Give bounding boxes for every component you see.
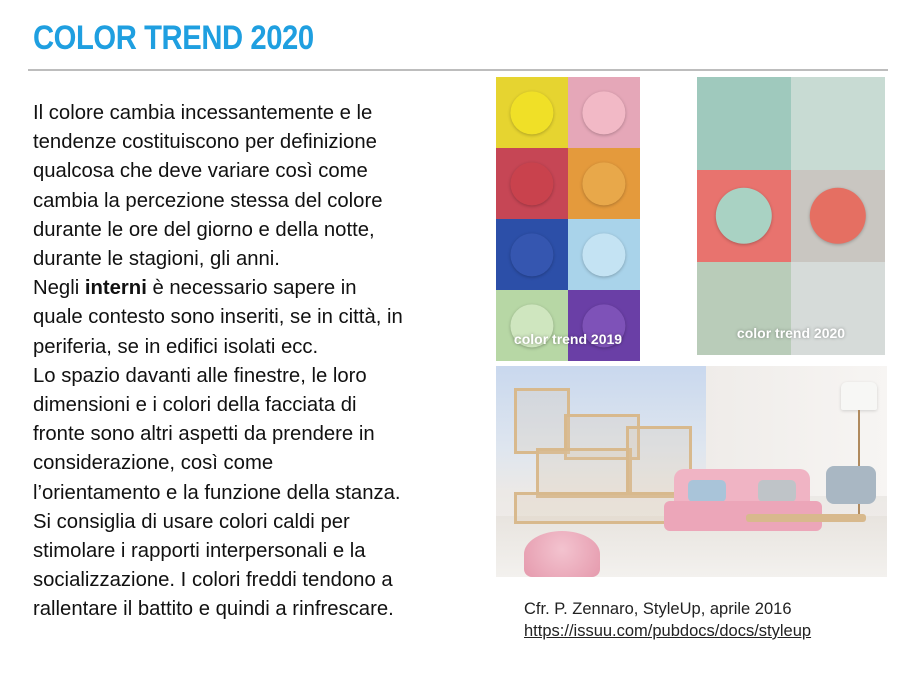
- text-line: dimensioni e i colori della facciata di: [33, 394, 357, 417]
- cushion: [688, 480, 726, 502]
- text-line: qualcosa che deve variare così come: [33, 160, 368, 183]
- color-swatch-circle: [510, 162, 553, 205]
- knitted-pouf: [524, 531, 600, 577]
- text-line: socializzazione. I colori freddi tendono a: [33, 569, 393, 592]
- text-line: cambia la percezione stessa del colore: [33, 189, 383, 212]
- collage-tile: [496, 219, 568, 290]
- shelf: [514, 388, 570, 454]
- collage-tile: [568, 290, 640, 361]
- color-swatch-circle: [582, 162, 625, 205]
- text-line: l’orientamento e la funzione della stanza.: [33, 481, 401, 504]
- coffee-table: [746, 514, 866, 522]
- collage-tile: [697, 170, 791, 263]
- color-swatch-circle: [582, 233, 625, 276]
- collage-tile: [568, 77, 640, 148]
- color-trend-2019-image: [496, 77, 640, 361]
- collage-tile: [697, 262, 791, 355]
- collage-caption-2019: color trend 2019: [513, 331, 623, 347]
- collage-tile: [568, 219, 640, 290]
- color-swatch-circle: [716, 188, 772, 244]
- credit-citation: Cfr. P. Zennaro, StyleUp, aprile 2016: [524, 600, 792, 618]
- paragraph-3: [33, 362, 493, 508]
- credit-link[interactable]: https://issuu.com/pubdocs/docs/styleup: [524, 622, 812, 640]
- collage-tile: [568, 148, 640, 219]
- text-line: durante le ore del giorno e della notte,: [33, 218, 375, 241]
- text-line: Lo spazio davanti alle finestre, le loro: [33, 364, 367, 387]
- text-line: periferia, se in edifici isolati ecc.: [33, 335, 319, 358]
- text-fragment: Negli: [33, 277, 85, 300]
- collage-tile: [496, 148, 568, 219]
- text-line: stimolare i rapporti interpersonali e la: [33, 540, 366, 563]
- collage-caption-2020: color trend 2020: [736, 325, 846, 341]
- armchair: [826, 466, 876, 504]
- body-text: [33, 99, 493, 625]
- text-line: tendenze costituiscono per definizione: [33, 131, 377, 154]
- color-swatch-circle: [810, 188, 866, 244]
- emphasis-interni: interni: [84, 277, 147, 300]
- text-line: Si consiglia di usare colori caldi per: [33, 510, 350, 533]
- text-fragment: è necessario sapere in: [146, 277, 357, 300]
- collage-tile: [791, 170, 885, 263]
- text-line: rallentare il battito e quindi a rinfrescare.: [33, 598, 394, 621]
- paragraph-1: [33, 99, 493, 274]
- shelf: [536, 448, 632, 498]
- paragraph-2: [33, 274, 493, 362]
- color-swatch-circle: [510, 91, 553, 134]
- cushion: [758, 480, 796, 502]
- paragraph-4: [33, 508, 493, 625]
- text-line: durante le stagioni, gli anni.: [33, 248, 280, 271]
- collage-tile: [697, 77, 791, 170]
- text-line: fronte sono altri aspetti da prendere in: [33, 423, 375, 446]
- page-title: COLOR TREND 2020: [33, 19, 314, 57]
- title-divider: [28, 69, 888, 71]
- source-credit: [524, 598, 811, 642]
- collage-tile: [496, 77, 568, 148]
- shelf: [514, 492, 680, 524]
- color-swatch-circle: [582, 91, 625, 134]
- text-line: considerazione, così come: [33, 452, 274, 475]
- text-line: Il colore cambia incessantemente e le: [33, 102, 373, 124]
- text-line: quale contesto sono inseriti, se in città, in: [33, 306, 403, 329]
- collage-tile: [791, 262, 885, 355]
- floor-lamp-shade: [841, 382, 877, 410]
- collage-tile: [791, 77, 885, 170]
- color-trend-2020-image: [697, 77, 885, 355]
- color-swatch-circle: [510, 233, 553, 276]
- collage-tile: [496, 290, 568, 361]
- pink-living-room-photo: [496, 366, 887, 577]
